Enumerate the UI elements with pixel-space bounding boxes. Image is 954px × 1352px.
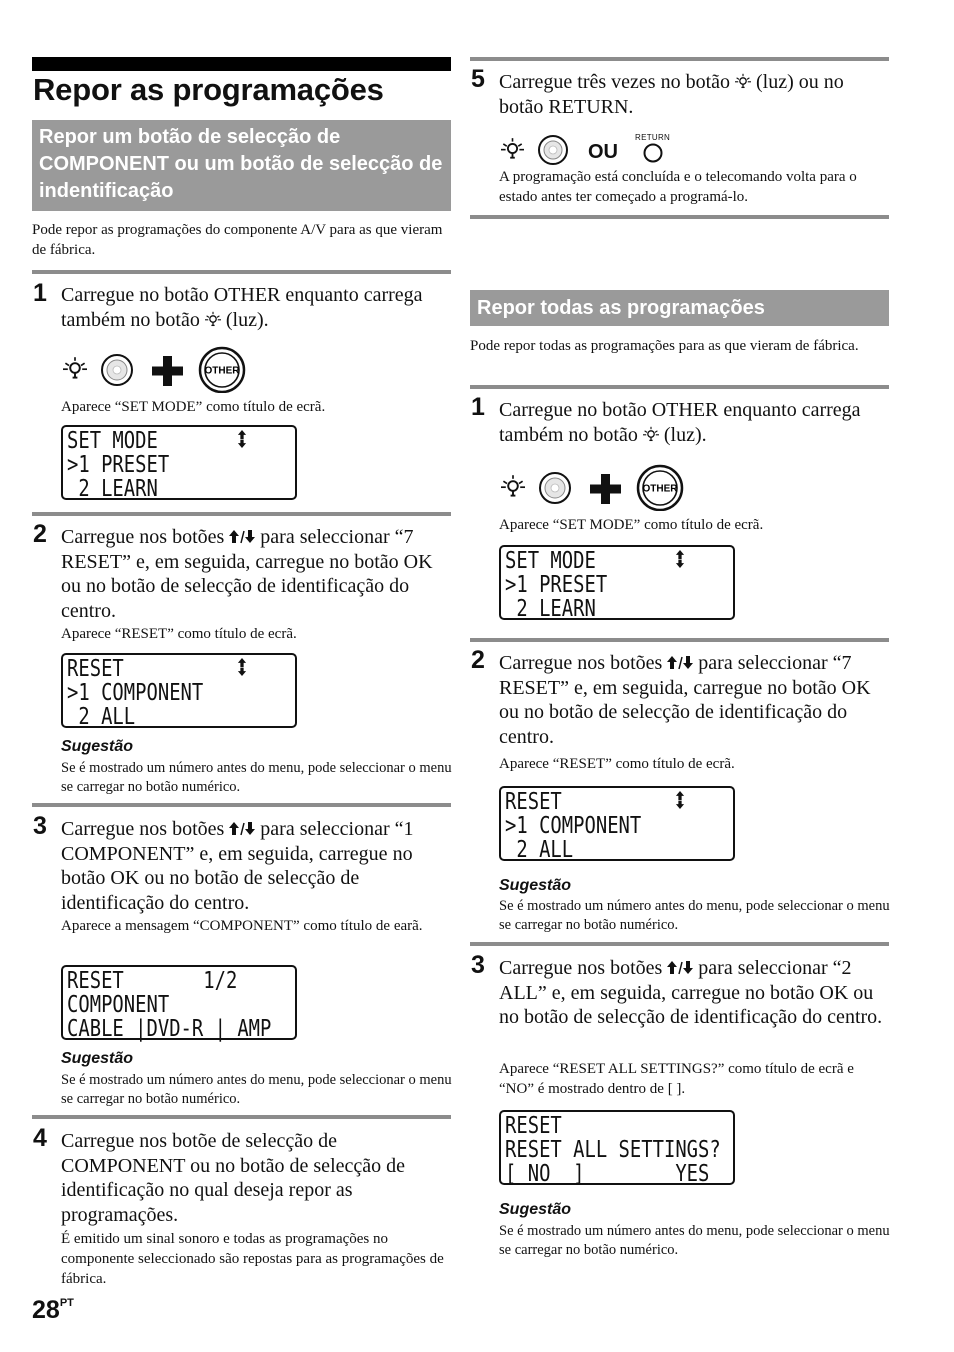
left-subheading: Repor um botão de selecção de COMPONENT ou um botão de selecção de indentificação	[32, 120, 451, 211]
light-icon	[205, 310, 221, 328]
light-button-diagram	[499, 130, 579, 170]
step-note: É emitido um sinal sonoro e todas as programações no componente seleccionado são repostas para as programações de fábrica.	[61, 1231, 444, 1287]
tip-text: Se é mostrado um número antes do menu, pode seleccionar o menu se carregar no botão numérico.	[499, 898, 890, 933]
scroll-arrows-icon	[237, 430, 247, 448]
left-intro: Pode repor as programações do componente A/V para as que vieram de fábrica.	[32, 222, 443, 258]
step-text: Carregue nos botões para seleccionar “7 RESET” e, em seguida, carregue no botão OK ou no botão de selecção de identificação do centro.	[61, 526, 433, 622]
up-down-arrows-icon	[667, 961, 693, 975]
button-diagram	[499, 463, 699, 511]
up-down-arrows-icon	[667, 656, 693, 670]
step-number: 3	[471, 951, 485, 979]
divider	[32, 270, 451, 274]
divider	[470, 385, 889, 389]
or-label: OU	[588, 141, 618, 163]
other-button-label: OTHER	[204, 365, 240, 377]
return-button-icon	[641, 142, 665, 164]
tip-text: Se é mostrado um número antes do menu, pode seleccionar o menu se carregar no botão numérico.	[61, 760, 452, 795]
tip-heading: Sugestão	[61, 1050, 134, 1067]
step-note: Aparece “RESET” como título de ecrã.	[499, 756, 735, 772]
tip-heading: Sugestão	[499, 877, 572, 894]
divider	[470, 57, 889, 61]
divider	[470, 942, 889, 946]
step-note: A programação está concluída e o telecomando volta para o estado antes ter começado a programá-lo.	[499, 169, 857, 205]
step-text: Carregue nos botões para seleccionar “1 COMPONENT” e, em seguida, carregue no botão OK ou no botão de selecção de identificação do centro.	[61, 818, 414, 914]
page-number: $28^{PT}$	[32, 1296, 74, 1324]
step-number: 2	[33, 520, 47, 548]
scroll-arrows-icon	[675, 550, 685, 568]
lcd-display: SET MODE >1 PRESET 2 LEARN	[499, 545, 735, 620]
other-button-label: OTHER	[642, 483, 678, 495]
scroll-arrows-icon	[675, 791, 685, 809]
divider	[470, 215, 889, 219]
divider	[470, 638, 889, 642]
step-text: Carregue três vezes no botão (luz) ou no botão RETURN.	[499, 71, 844, 118]
step-note: Aparece a mensagem “COMPONENT” como título de earã.	[61, 918, 423, 934]
lcd-display: RESET RESET ALL SETTINGS? [ NO ] YES	[499, 1110, 735, 1185]
return-label: RETURN	[635, 133, 671, 142]
step-number: 5	[471, 65, 485, 93]
step-note: Aparece “SET MODE” como título de ecrã.	[61, 399, 326, 415]
step-number: 2	[471, 646, 485, 674]
step-text: Carregue nos botões para seleccionar “2 ALL” e, em seguida, carregue no botão OK ou no botão de selecção de identificação do centro.	[499, 957, 883, 1028]
step-number: 3	[33, 812, 47, 840]
right-intro: Pode repor todas as programações para as que vieram de fábrica.	[470, 338, 859, 354]
step-text: Carregue no botão OTHER enquanto carrega também no botão (luz).	[61, 284, 423, 331]
up-down-arrows-icon	[229, 530, 255, 544]
step-note: Aparece “SET MODE” como título de ecrã.	[499, 517, 764, 533]
button-diagram	[61, 345, 261, 393]
divider	[32, 803, 451, 807]
tip-heading: Sugestão	[61, 738, 134, 755]
lcd-display: RESET 1/2 COMPONENT CABLE |DVD-R | AMP	[61, 965, 297, 1040]
tip-text: Se é mostrado um número antes do menu, pode seleccionar o menu se carregar no botão numérico.	[61, 1072, 452, 1107]
lcd-display: RESET >1 COMPONENT 2 ALL	[61, 653, 297, 728]
page-title: Repor as programações	[33, 72, 384, 107]
light-icon	[735, 72, 751, 90]
step-text: Carregue nos botões para seleccionar “7 RESET” e, em seguida, carregue no botão OK ou no botão de selecção de identificação do centro.	[499, 652, 871, 748]
step-number: 4	[33, 1124, 47, 1152]
right-subheading: Repor todas as programações	[470, 290, 889, 326]
tip-text: Se é mostrado um número antes do menu, pode seleccionar o menu se carregar no botão numérico.	[499, 1223, 890, 1258]
divider	[32, 512, 451, 516]
title-bar	[32, 57, 451, 71]
step-number: 1	[471, 393, 485, 421]
step-text: Carregue nos botõe de selecção de COMPONENT ou no botão de selecção de identificação no qual deseja repor as programações.	[61, 1130, 406, 1226]
scroll-arrows-icon	[237, 658, 247, 676]
light-icon	[643, 425, 659, 443]
tip-heading: Sugestão	[499, 1201, 572, 1218]
up-down-arrows-icon	[229, 822, 255, 836]
step-note: Aparece “RESET” como título de ecrã.	[61, 626, 297, 642]
step-number: 1	[33, 279, 47, 307]
lcd-display: RESET >1 COMPONENT 2 ALL	[499, 786, 735, 861]
divider	[32, 1115, 451, 1119]
lcd-display: SET MODE >1 PRESET 2 LEARN	[61, 425, 297, 500]
step-text: Carregue no botão OTHER enquanto carrega também no botão (luz).	[499, 399, 861, 446]
step-note: Aparece “RESET ALL SETTINGS?” como título de ecrã e “NO” é mostrado dentro de [ ].	[499, 1061, 854, 1097]
